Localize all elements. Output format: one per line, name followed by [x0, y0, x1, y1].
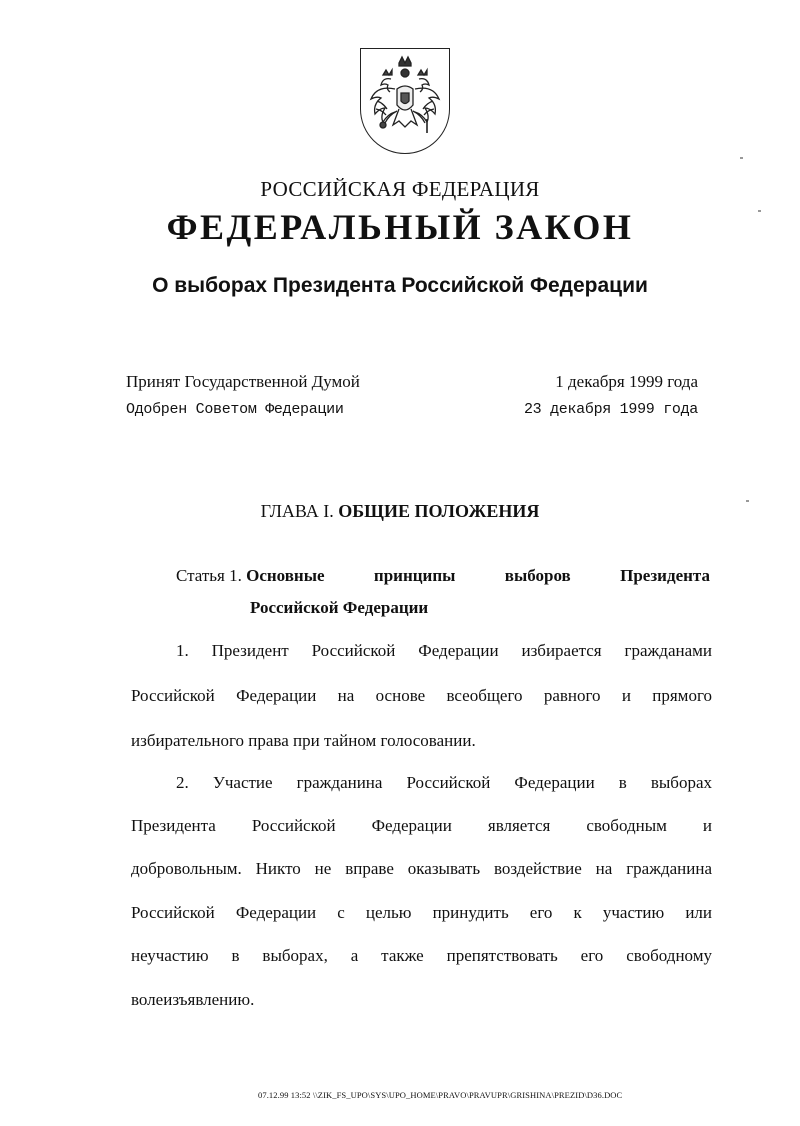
- document-type-heading: ФЕДЕРАЛЬНЫЙ ЗАКОН: [166, 207, 634, 247]
- paragraph-line: волеизъявлению.: [131, 990, 255, 1009]
- country-name: РОССИЙСКАЯ ФЕДЕРАЦИЯ: [260, 177, 540, 201]
- paragraph-line: 1. Президент Российской Федерации избирается гражданами: [176, 641, 712, 660]
- paragraph-line: добровольным. Никто не вправе оказывать воздействие на гражданина: [131, 859, 712, 878]
- paragraph-line: 2. Участие гражданина Российской Федерации в выборах: [176, 773, 712, 792]
- article-title-line2: Российской Федерации: [250, 598, 429, 617]
- chapter-number: ГЛАВА I.: [260, 501, 334, 521]
- article-title-word: принципы: [373, 566, 456, 585]
- paragraph-line: Российской Федерации на основе всеобщего равного и прямого: [131, 686, 712, 705]
- duma-adoption-label: Принят Государственной Думой: [126, 372, 360, 391]
- paragraph-line: избирательного права при тайном голосовании.: [131, 731, 476, 750]
- scan-speck: [746, 500, 749, 502]
- paragraph-line: Президента Российской Федерации является свободным и: [131, 816, 712, 835]
- chapter-heading: [0, 501, 800, 522]
- article-heading: [176, 566, 710, 586]
- paragraph-line: Российской Федерации с целью принудить его к участию или: [131, 903, 712, 922]
- state-emblem-frame: [360, 48, 450, 154]
- chapter-title: ОБЩИЕ ПОЛОЖЕНИЯ: [338, 501, 540, 521]
- article-label-line: [176, 566, 325, 586]
- file-path-stamp: 07.12.99 13:52 \\ZIK_FS_UPO\SYS\UPO_HOME\PRAVO\PRAVUPR\GRISHINA\PREZID\D36.DOC: [258, 1090, 623, 1100]
- article-title-word: Основные: [246, 566, 325, 585]
- council-approval-label: Одобрен Советом Федерации: [126, 401, 344, 418]
- article-title-word: выборов: [504, 566, 571, 585]
- article-title-word: Президента: [620, 566, 710, 585]
- article-label: Статья 1.: [176, 566, 242, 585]
- duma-adoption-date: 1 декабря 1999 года: [555, 372, 698, 391]
- council-approval-date: 23 декабря 1999 года: [523, 401, 698, 418]
- scan-speck: [758, 210, 761, 212]
- law-title: О выборах Президента Российской Федерации: [152, 274, 648, 297]
- double-headed-eagle-icon: [361, 49, 449, 153]
- paragraph-line: неучастию в выборах, а также препятствовать его свободному: [131, 946, 712, 965]
- scan-speck: [740, 157, 743, 159]
